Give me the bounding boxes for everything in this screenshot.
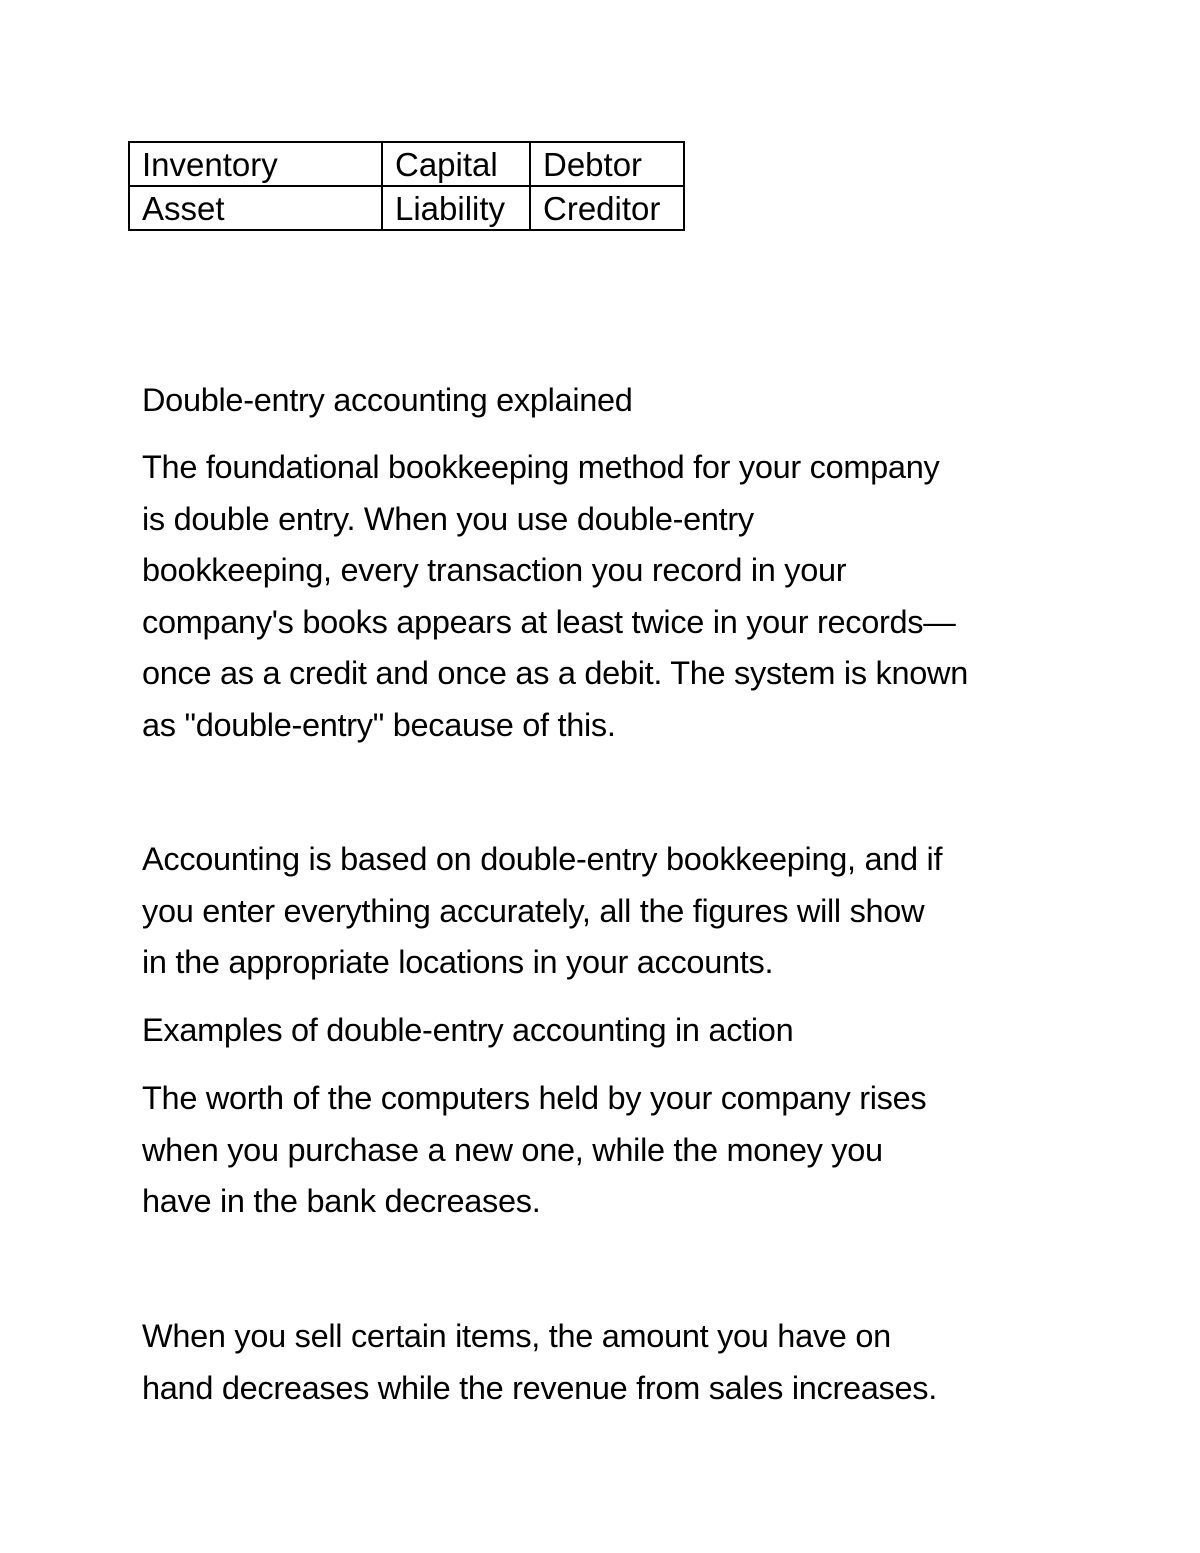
table-row: [129, 142, 684, 186]
paragraph-example-sales: [142, 1311, 1082, 1414]
text-line: in the appropriate locations in your accounts.: [142, 944, 774, 980]
table-cell: Asset: [129, 186, 382, 230]
table-row: [129, 186, 684, 230]
paragraph-accounting-basis: [142, 834, 1082, 989]
table-cell: Liability: [382, 186, 530, 230]
terms-table: [128, 141, 685, 231]
text-line: when you purchase a new one, while the money you: [142, 1131, 883, 1168]
text-line: The worth of the computers held by your company rises: [142, 1080, 927, 1116]
text-line: have in the bank decreases.: [142, 1183, 541, 1219]
paragraph-explanation: [142, 442, 1082, 751]
table-cell: Debtor: [530, 142, 684, 186]
heading-line: Examples of double-entry accounting in action: [142, 1012, 794, 1048]
text-line: The foundational bookkeeping method for your company: [142, 449, 940, 485]
text-line: as "double-entry" because of this.: [142, 706, 616, 743]
heading-line: Double-entry accounting explained: [142, 382, 633, 418]
text-line: is double entry. When you use double-entry: [142, 500, 754, 537]
text-line: bookkeeping, every transaction you record in your: [142, 552, 847, 588]
table-cell: Inventory: [129, 142, 382, 186]
text-line: once as a credit and once as a debit. The system is known: [142, 655, 968, 691]
section-heading-examples: [142, 1005, 1082, 1057]
table-cell: Capital: [382, 142, 530, 186]
text-line: When you sell certain items, the amount you have on: [142, 1318, 891, 1354]
table-cell: Creditor: [530, 186, 684, 230]
text-line: Accounting is based on double-entry bookkeeping, and if: [142, 841, 943, 877]
text-line: hand decreases while the revenue from sales increases.: [142, 1369, 937, 1406]
text-line: you enter everything accurately, all the figures will show: [142, 892, 925, 929]
section-heading-explained: [142, 375, 1082, 427]
paragraph-example-computers: [142, 1073, 1082, 1228]
text-line: company's books appears at least twice in your records—: [142, 603, 956, 640]
